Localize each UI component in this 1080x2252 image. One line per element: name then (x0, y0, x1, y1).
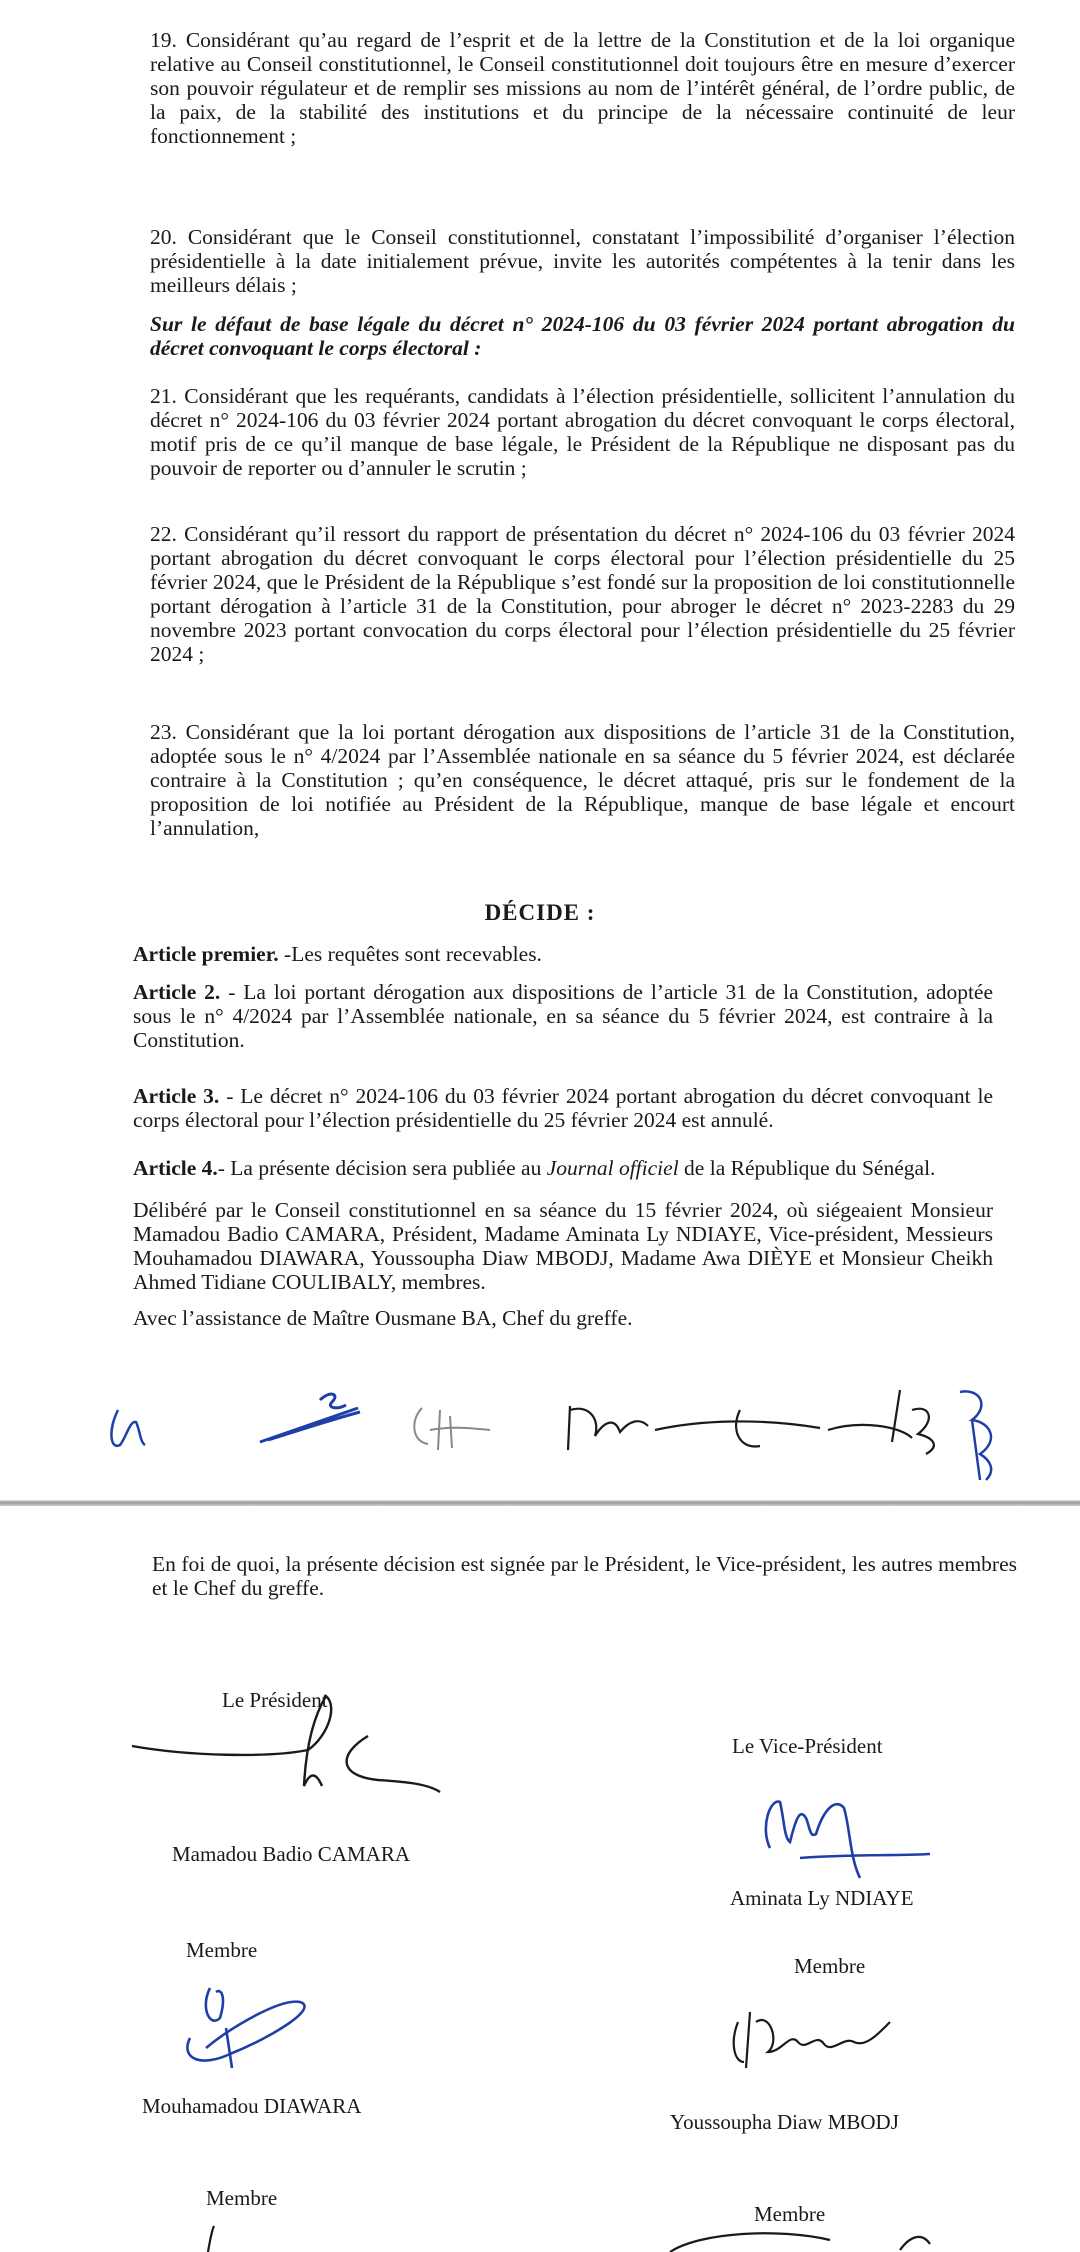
member1-signature (170, 1968, 330, 2078)
document-page-2 (0, 1506, 1080, 2252)
deliberation-paragraph: Délibéré par le Conseil constitutionnel en sa séance du 15 février 2024, où siégeaient Monsieur Mamadou Badio CAMARA, Président, Madame Aminata Ly NDIAYE, Vice-président, Messieurs Mouhamadou DIAWARA, Youssoupha Diaw MBODJ, Madame Awa DIÈYE et Monsieur Cheikh Ahmed Tidiane COULIBALY, membres. (133, 1198, 993, 1294)
article-3-label: Article 3. (133, 1084, 220, 1108)
member2-signature (720, 1992, 910, 2092)
signatures-image (100, 1350, 1050, 1490)
member3-signature (196, 2222, 236, 2252)
vice-president-signature (740, 1768, 940, 1888)
paragraph-20: 20. Considérant que le Conseil constitutionnel, constatant l’impossibilité d’organiser l’élection présidentielle à la date initialement prévue, invite les autorités compétentes à la tenir dans les meilleurs délais ; (150, 225, 1015, 297)
decide-heading: DÉCIDE : (484, 900, 596, 925)
article-2-text: - La loi portant dérogation aux dispositions de l’article 31 de la Constitution, adoptée sous le n° 4/2024 par l’Assemblée nationale, en sa séance du 5 février 2024, est contraire à la Constitution. (133, 980, 994, 1052)
article-4-label: Article 4. (133, 1156, 218, 1180)
article-3 (133, 1084, 993, 1132)
president-signature (128, 1676, 458, 1806)
paragraph-23: 23. Considérant que la loi portant dérogation aux dispositions de l’article 31 de la Constitution, adoptée sous le n° 4/2024 par l’Assemblée nationale en sa séance du 5 février 2024, est déclarée contraire à la Constitution ; qu’en conséquence, le décret attaqué, pris sur le fondement de la proposition de loi notifiée au Président de la République, manque de base légale et encourt l’annulation, (150, 720, 1015, 840)
article-3-text: - Le décret n° 2024-106 du 03 février 2024 portant abrogation du décret convoquant le corps électoral pour l’élection présidentielle du 25 février 2024 est annulé. (133, 1084, 993, 1132)
intro-paragraph: En foi de quoi, la présente décision est signée par le Président, le Vice-président, les autres membres et le Chef du greffe. (152, 1552, 1017, 1600)
member4-title: Membre (754, 2202, 826, 2226)
section-heading: Sur le défaut de base légale du décret n° 2024-106 du 03 février 2024 portant abrogation du décret convoquant le corps électoral : (150, 312, 1015, 360)
vice-president-name: Aminata Ly NDIAYE (730, 1886, 914, 1910)
article-1 (133, 942, 993, 966)
signature-row (100, 1350, 1050, 1490)
article-1-label: Article premier. (133, 942, 279, 966)
journal-officiel: Journal officiel (546, 1156, 679, 1180)
member1-title: Membre (186, 1938, 258, 1962)
member3-title: Membre (206, 2186, 278, 2210)
paragraph-19: 19. Considérant qu’au regard de l’esprit et de la lettre de la Constitution et de la loi organique relative au Conseil constitutionnel, le Conseil constitutionnel doit toujours être en mesure d’exercer son pouvoir régulateur et de remplir ses missions au nom de l’intérêt général, de l’ordre public, de la paix, de la stabilité des institutions et du principe de la nécessaire continuité de leur fonctionnement ; (150, 28, 1015, 148)
president-name: Mamadou Badio CAMARA (172, 1842, 410, 1866)
paragraph-22: 22. Considérant qu’il ressort du rapport de présentation du décret n° 2024-106 du 03 février 2024 portant abrogation du décret convoquant le corps électoral pour l’élection présidentielle du 25 février 2024, que le Président de la République s’est fondé sur la proposition de loi constitutionnelle portant dérogation à l’article 31 de la Constitution, pour abroger le décret n° 2023-2283 du 29 novembre 2023 portant convocation du corps électoral pour l’élection présidentielle du 25 février 2024 ; (150, 522, 1015, 666)
assistance-line: Avec l’assistance de Maître Ousmane BA, Chef du greffe. (133, 1306, 633, 1330)
member2-title: Membre (794, 1954, 866, 1978)
article-4 (133, 1156, 993, 1180)
article-4-text-b: de la République du Sénégal. (678, 1156, 936, 1180)
article-1-text: -Les requêtes sont recevables. (278, 942, 542, 966)
member2-name: Youssoupha Diaw MBODJ (670, 2110, 899, 2134)
president-title: Le Président (222, 1688, 328, 1712)
article-2-label: Article 2. (133, 980, 221, 1004)
article-2 (133, 980, 993, 1052)
member4-signature (660, 2226, 970, 2252)
vice-president-title: Le Vice-Président (732, 1734, 883, 1758)
member1-name: Mouhamadou DIAWARA (142, 2094, 362, 2118)
paragraph-21: 21. Considérant que les requérants, candidats à l’élection présidentielle, sollicitent l’annulation du décret n° 2024-106 du 03 février 2024 portant abrogation du décret convoquant le corps électoral, motif pris de ce qu’il manque de base légale, le Président de la République ne disposant pas du pouvoir de reporter ou d’annuler le scrutin ; (150, 384, 1015, 480)
article-4-text-a: - La présente décision sera publiée au (217, 1156, 547, 1180)
